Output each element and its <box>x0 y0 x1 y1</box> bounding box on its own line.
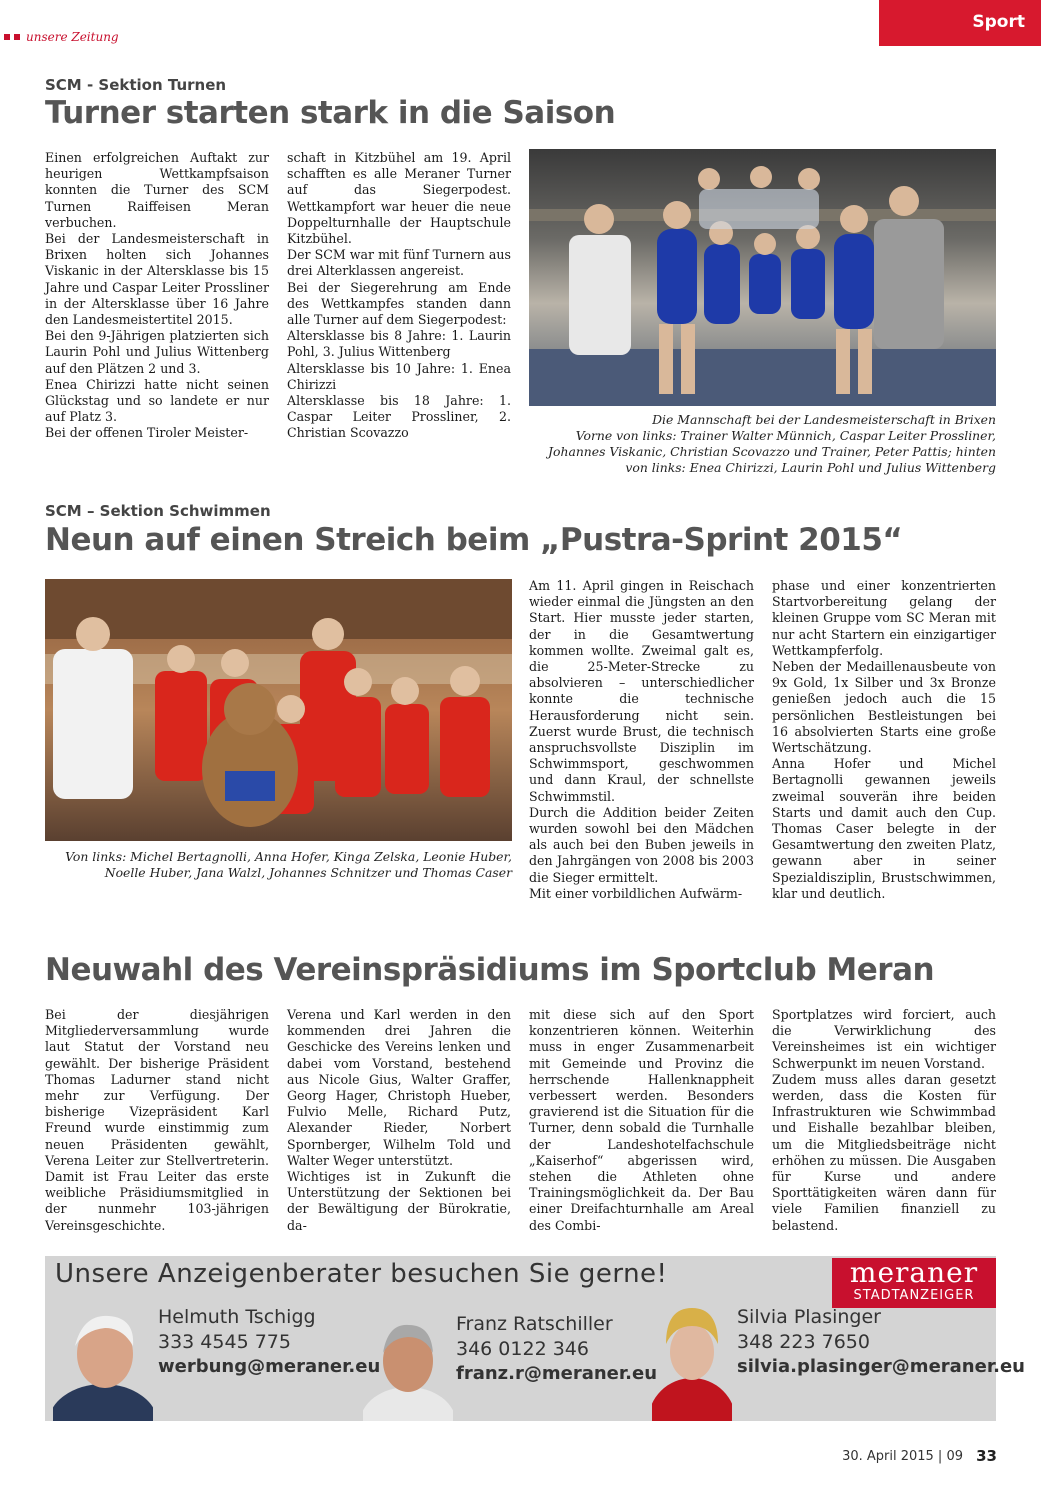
article1-caption: Die Mannschaft bei der Landesmeisterschaft in Brixen Vorne von links: Trainer Walter Münnich, Caspar Leiter Prossliner, Johannes Viskanic, Christian Scovazzo und Trainer, Peter Pattis; hinten von links: Enea Chirizzi, Laurin Pohl und Julius Wittenberg <box>548 412 996 475</box>
advisor-phone: 348 223 7650 <box>737 1331 870 1353</box>
brand-name: unsere Zeitung <box>26 29 119 44</box>
issue-date: 30. April 2015 | 09 <box>842 1449 963 1464</box>
portrait-icon <box>53 1306 153 1421</box>
avatar <box>652 1298 732 1421</box>
logo-line1: meraner <box>849 1256 979 1289</box>
meraner-logo <box>832 1258 996 1308</box>
advisor-email: franz.r@meraner.eu <box>456 1363 658 1384</box>
advisor-name: Franz Ratschiller <box>456 1313 613 1335</box>
portrait-icon <box>363 1311 453 1421</box>
advisor-1 <box>158 1306 380 1377</box>
article3-col1: Bei der diesjährigen Mitgliederversammlung wurde laut Statut der Vorstand neu gewählt. Der bisherige Präsident Thomas Ladurner stand nicht mehr zur Verfügung. Der bisherige Vizepräsident Karl Freund wurde einstimmig zum neuen Präsidenten gewählt, Verena Leiter zur Stellvertreterin. Damit ist Frau Leiter das erste weibliche Präsidiumsmitglied in der nunmehr 103-jährigen Vereinsgeschichte. <box>45 1007 269 1233</box>
page-number: 33 <box>976 1447 997 1465</box>
ad-title: Unsere Anzeigenberater besuchen Sie gerne! <box>55 1259 668 1289</box>
advisor-email: werbung@meraner.eu <box>158 1356 381 1377</box>
article3-title: Neuwahl des Vereinspräsidiums im Sportclub Meran <box>45 952 935 988</box>
photo-image-icon <box>45 579 512 841</box>
logo-line2: STADTANZEIGER <box>853 1288 975 1303</box>
advisor-name: Helmuth Tschigg <box>158 1306 316 1328</box>
article1-kicker: SCM - Sektion Turnen <box>45 76 227 94</box>
advisor-3 <box>737 1306 1025 1377</box>
article2-col2: phase und einer konzentrierten Startvorbereitung gelang der kleinen Gruppe vom SC Meran mit nur acht Startern ein einzigartiger Wettkampferfolg. Neben der Medaillenausbeute von 9x Gold, 1x Silber und 3x Bronze genießen jedoch auch die 15 persönlichen Bestleistungen bei 16 absolvierten Starts eine große Wertschätzung. Anna Hofer und Michel Bertagnolli gewannen jeweils zweimal souverän ihre beiden Starts und damit auch den Cup. Thomas Caser belegte in der Gesamtwertung den zweiten Platz, gewann aber in seiner Spezialdisziplin, Brustschwimmen, klar und deutlich. <box>772 578 996 901</box>
advisor-phone: 346 0122 346 <box>456 1338 589 1360</box>
article3-col3: mit diese sich auf den Sport konzentrieren können. Weiterhin muss in enger Zusammenarbeit mit Gemeinde und Provinz die herrschende Hallenknappheit verbessert werden. Besonders gravierend ist die Situation für die Turner, denn sobald die Turnhalle der Landeshotelfachschule „Kaiserhof“ abgerissen wird, stehen die Athleten ohne Trainingsmöglichkeit da. Der Bau einer Dreifachturnhalle am Areal des Combi- <box>529 1007 754 1233</box>
advisor-phone: 333 4545 775 <box>158 1331 291 1353</box>
photo-image-icon <box>529 149 996 406</box>
portrait-icon <box>652 1298 732 1421</box>
article2-title: Neun auf einen Streich beim „Pustra-Sprint 2015“ <box>45 522 903 558</box>
masthead-mark <box>4 26 119 45</box>
square-icon <box>14 34 20 40</box>
square-icon <box>4 34 10 40</box>
advisor-2 <box>456 1313 657 1384</box>
gymnastics-team-photo <box>529 149 996 406</box>
section-tab: Sport <box>879 0 1041 46</box>
article1-col1: Einen erfolgreichen Auftakt zur heurigen Wettkampfsaison konnten die Turner des SCM Turnen Raiffeisen Meran verbuchen. Bei der Landesmeisterschaft in Brixen holten sich Johannes Viskanic in der Altersklasse bis 15 Jahre und Caspar Leiter Prossliner in der Altersklasse über 16 Jahre den Landesmeistertitel 2015. Bei den 9-Jährigen platzierten sich Laurin Pohl und Julius Wittenberg auf den Plätzen 2 und 3. Enea Chirizzi hatte nicht seinen Glückstag und so landete er nur auf Platz 3. Bei der offenen Tiroler Meister- <box>45 150 269 441</box>
article3-col2: Verena und Karl werden in den kommenden drei Jahren die Geschicke des Vereins lenken und dabei vom Vorstand, bestehend aus Nicole Gius, Walter Graffer, Georg Hager, Christoph Hueber, Fulvio Melle, Richard Putz, Alexander Rieder, Norbert Spornberger, Wilhelm Told und Walter Weger unterstützt. Wichtiges ist in Zukunft die Unterstützung der Sektionen bei der Bewältigung der Bürokratie, da- <box>287 1007 511 1233</box>
avatar <box>53 1306 153 1421</box>
advertisement-box <box>45 1256 1025 1421</box>
swimming-team-photo <box>45 579 512 841</box>
advisor-name: Silvia Plasinger <box>737 1306 881 1328</box>
advisor-email: silvia.plasinger@meraner.eu <box>737 1356 1025 1377</box>
article1-title: Turner starten stark in die Saison <box>45 95 616 131</box>
avatar <box>363 1311 453 1421</box>
article2-caption: Von links: Michel Bertagnolli, Anna Hofer, Kinga Zelska, Leonie Huber, Noelle Huber, Jana Walzl, Johannes Schnitzer und Thomas Caser <box>65 849 512 880</box>
article3-col4: Sportplatzes wird forciert, auch die Verwirklichung des Vereinsheimes ist ein wichtiger Schwerpunkt im neuen Vorstand. Zudem muss alles daran gesetzt werden, dass die Kosten für Infrastrukturen wie Schwimmbad und Eishalle bezahlbar bleiben, um die Mitgliedsbeiträge nicht erhöhen zu müssen. Die Ausgaben für Kurse und andere Sporttätigkeiten wären dann für viele Familien finanziell zu belastend. <box>772 1007 996 1233</box>
article2-col1: Am 11. April gingen in Reischach wieder einmal die Jüngsten an den Start. Hier musste jeder starten, der in die Gesamtwertung kommen wollte. Zweimal galt es, die 25-Meter-Strecke zu absolvieren – unterschiedlicher konnte die technische Herausforderung nicht sein. Zuerst wurde Brust, die technisch anspruchsvollste Disziplin im Schwimmsport, geschwommen und dann Kraul, der schnellste Schwimmstil. Durch die Addition beider Zeiten wurden sowohl bei den Mädchen als auch bei den Buben jeweils in den Jahrgängen von 2008 bis 2003 die Sieger ermittelt. Mit einer vorbildlichen Aufwärm- <box>529 578 754 901</box>
article1-col2: schaft in Kitzbühel am 19. April schafften es alle Meraner Turner auf das Siegerpodest. Wettkampfort war heuer die neue Doppelturnhalle der Hauptschule Kitzbühel. Der SCM war mit fünf Turnern aus drei Alterklassen angereist. Bei der Siegerehrung am Ende des Wettkampfes standen dann alle Turner auf dem Siegerpodest: Altersklasse bis 8 Jahre: 1. Laurin Pohl, 3. Julius Wittenberg Altersklasse bis 10 Jahre: 1. Enea Chirizzi Altersklasse bis 18 Jahre: 1. Caspar Leiter Prossliner, 2. Christian Scovazzo <box>287 150 511 441</box>
article2-kicker: SCM – Sektion Schwimmen <box>45 502 271 520</box>
